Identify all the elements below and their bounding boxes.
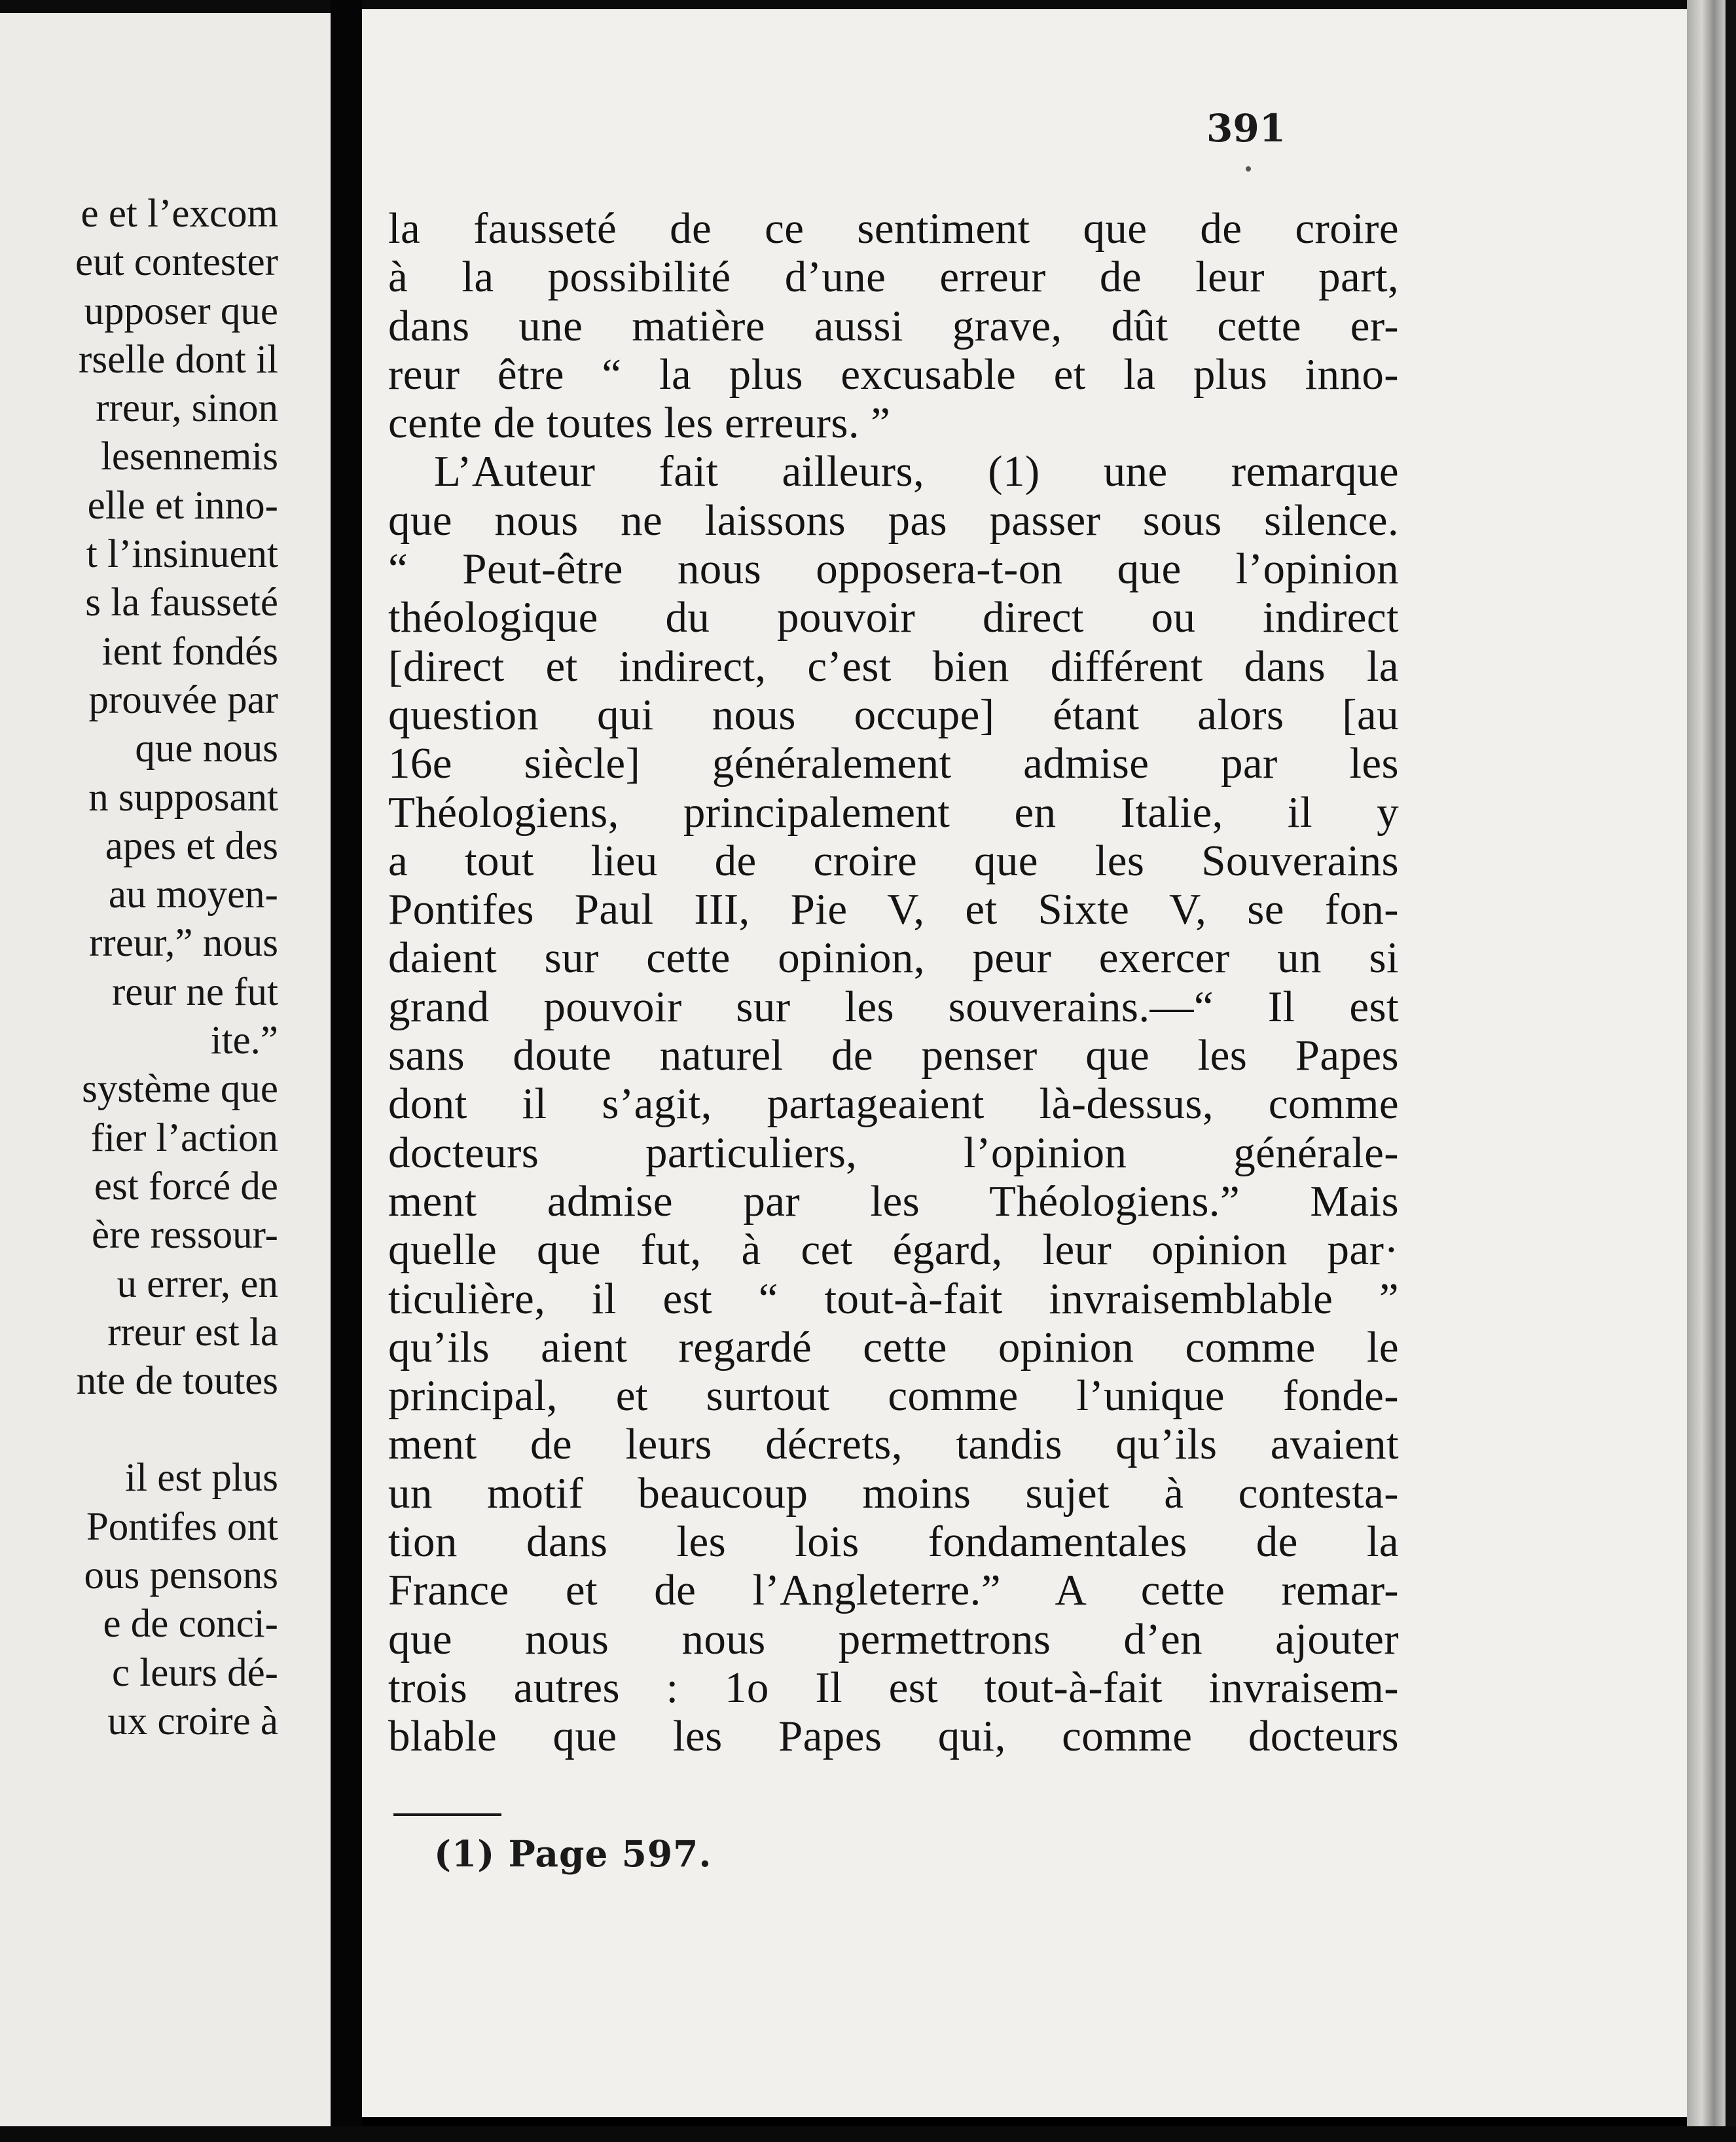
text-line: daient sur cette opinion, peur exercer un si bbox=[388, 934, 1399, 983]
paragraph-gap bbox=[75, 1406, 278, 1454]
text-line: que nous bbox=[135, 727, 278, 771]
text-line: à la possibilité d’une erreur de leur part, bbox=[388, 253, 1399, 302]
text-line: théologique du pouvoir direct ou indirect bbox=[388, 593, 1399, 642]
text-line: ère ressour- bbox=[92, 1213, 278, 1258]
text-line: dont il s’agit, partageaient là-dessus, comme bbox=[388, 1080, 1399, 1129]
scan-bottom-border bbox=[0, 2126, 1736, 2142]
text-line: L’Auteur fait ailleurs, (1) une remarque bbox=[434, 447, 1399, 496]
text-line: ient fondés bbox=[101, 629, 278, 674]
text-line: s la fausseté bbox=[85, 581, 278, 625]
text-line: “ Peut-être nous opposera-t-on que l’opinion bbox=[388, 545, 1399, 594]
text-line: a tout lieu de croire que les Souverains bbox=[388, 836, 1399, 885]
scan-right-border bbox=[1726, 0, 1736, 2142]
text-line: rreur est la bbox=[107, 1310, 278, 1354]
text-line: Pontifes ont bbox=[86, 1504, 278, 1549]
text-line: est forcé de bbox=[94, 1164, 278, 1208]
text-line: sans doute naturel de penser que les Papes bbox=[388, 1031, 1399, 1080]
text-line: elle et inno- bbox=[87, 483, 278, 528]
text-line: au moyen- bbox=[108, 873, 278, 917]
text-line: blable que les Papes qui, comme docteurs bbox=[388, 1712, 1399, 1761]
text-line: t l’insinuent bbox=[86, 532, 278, 577]
text-line: docteurs particuliers, l’opinion générale- bbox=[388, 1128, 1399, 1177]
text-line: la fausseté de ce sentiment que de croire bbox=[388, 204, 1399, 253]
text-line: trois autres : 1o Il est tout-à-fait invraisem- bbox=[388, 1663, 1399, 1712]
text-line: c leurs dé- bbox=[111, 1650, 278, 1695]
text-line: n supposant bbox=[88, 775, 278, 820]
text-line: France et de l’Angleterre.” A cette remar- bbox=[388, 1566, 1399, 1615]
text-line: système que bbox=[82, 1067, 278, 1112]
text-line: e et l’excom bbox=[81, 192, 278, 236]
right-page bbox=[362, 9, 1687, 2117]
text-line: ticulière, il est “ tout-à-fait invraisemblable ” bbox=[388, 1274, 1399, 1323]
text-line: upposer que bbox=[84, 289, 278, 333]
text-line: principal, et surtout comme l’unique fonde- bbox=[388, 1371, 1399, 1421]
print-speck bbox=[1246, 166, 1251, 172]
text-line: Pontifes Paul III, Pie V, et Sixte V, se fon- bbox=[388, 885, 1399, 934]
text-line: ment admise par les Théologiens.” Mais bbox=[388, 1176, 1399, 1225]
text-line: Théologiens, principalement en Italie, il y bbox=[388, 788, 1399, 837]
text-line: ux croire à bbox=[107, 1699, 278, 1743]
page-number: 391 bbox=[1206, 106, 1286, 151]
text-line: ite.” bbox=[210, 1019, 278, 1063]
text-line: apes et des bbox=[105, 824, 278, 868]
text-line: 16e siècle] généralement admise par les bbox=[388, 739, 1399, 788]
text-line: il est plus bbox=[125, 1456, 278, 1500]
text-line: question qui nous occupe] étant alors [au bbox=[388, 690, 1399, 739]
footnote-rule bbox=[393, 1813, 501, 1816]
left-page bbox=[0, 13, 331, 2128]
text-line: que nous nous permettrons d’en ajouter bbox=[388, 1614, 1399, 1663]
text-line: rreur,” nous bbox=[89, 921, 278, 966]
text-line: reur être “ la plus excusable et la plus inno- bbox=[388, 350, 1399, 399]
text-line: eut contester bbox=[75, 240, 278, 285]
left-page-text bbox=[75, 190, 278, 1746]
text-line: [direct et indirect, c’est bien différent dans la bbox=[388, 642, 1399, 691]
footnote: (1) Page 597. bbox=[434, 1832, 712, 1875]
text-line: reur ne fut bbox=[111, 970, 278, 1014]
body-text bbox=[388, 204, 1399, 1761]
text-line: dans une matière aussi grave, dût cette er- bbox=[388, 301, 1399, 350]
book-gutter bbox=[331, 0, 362, 2142]
text-line: tion dans les lois fondamentales de la bbox=[388, 1517, 1399, 1567]
text-line: ous pensons bbox=[84, 1553, 278, 1598]
text-line: prouvée par bbox=[88, 678, 278, 722]
text-line: que nous ne laissons pas passer sous silence. bbox=[388, 496, 1399, 545]
text-line: quelle que fut, à cet égard, leur opinion par· bbox=[388, 1225, 1399, 1275]
text-line: rselle dont il bbox=[79, 337, 278, 382]
text-line: un motif beaucoup moins sujet à contesta- bbox=[388, 1468, 1399, 1517]
text-line: cente de toutes les erreurs. ” bbox=[388, 399, 891, 448]
text-line: u errer, en bbox=[117, 1262, 278, 1306]
text-line: qu’ils aient regardé cette opinion comme le bbox=[388, 1322, 1399, 1371]
text-line: nte de toutes bbox=[76, 1359, 278, 1404]
text-line: grand pouvoir sur les souverains.—“ Il est bbox=[388, 982, 1399, 1031]
text-line: ment de leurs décrets, tandis qu’ils avaient bbox=[388, 1420, 1399, 1469]
text-line: rreur, sinon bbox=[96, 386, 278, 431]
text-line: fier l’action bbox=[90, 1116, 278, 1160]
text-line: e de conci- bbox=[103, 1602, 278, 1646]
text-line: lesennemis bbox=[100, 435, 278, 479]
